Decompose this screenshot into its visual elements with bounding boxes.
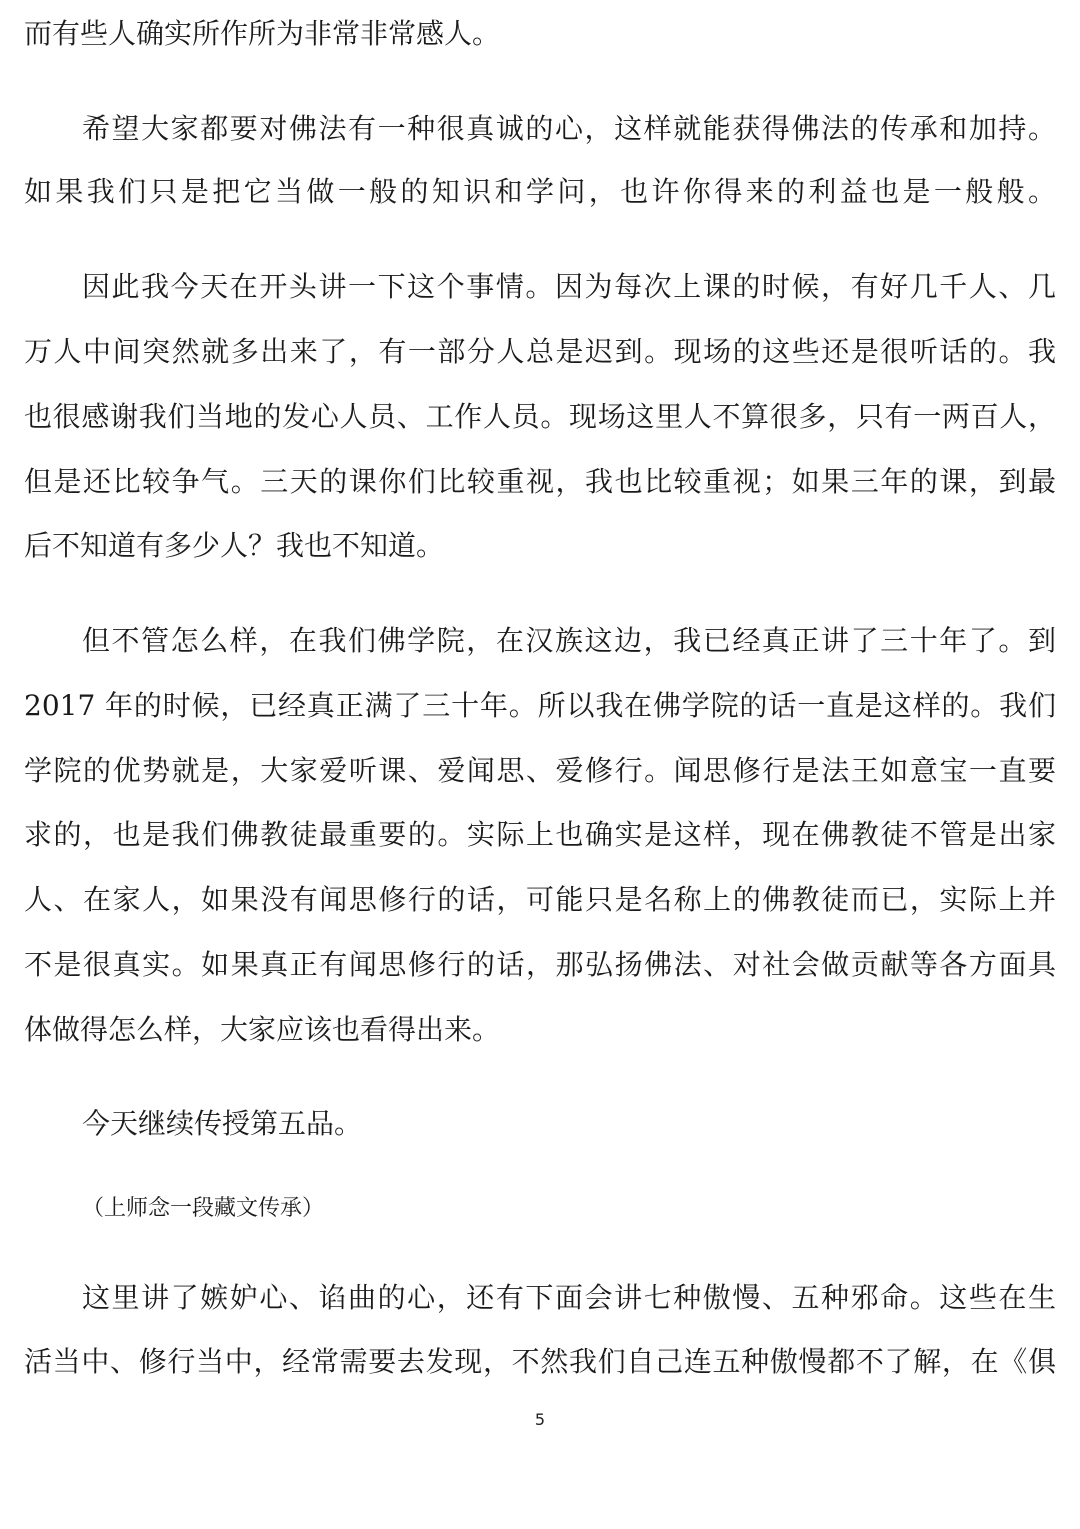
text-line: 体做得怎么样，大家应该也看得出来。 [24, 1013, 501, 1046]
text-line: 求的，也是我们佛教徒最重要的。实际上也确实是这样，现在佛教徒不管是出家 [24, 818, 1056, 851]
text-line: 活当中、修行当中，经常需要去发现，不然我们自己连五种傲慢都不了解，在《俱 [24, 1345, 1056, 1378]
page-number: 5 [534, 1410, 546, 1429]
text-line: 今天继续传授第五品。 [82, 1107, 363, 1140]
text-line: 不是很真实。如果真正有闻思修行的话，那弘扬佛法、对社会做贡献等各方面具 [24, 948, 1056, 981]
text-line: 如果我们只是把它当做一般的知识和学问，也许你得来的利益也是一般般。 [24, 175, 1056, 208]
text-line: 而有些人确实所作所为非常非常感人。 [24, 17, 501, 50]
note-line: （上师念一段藏文传承） [82, 1196, 325, 1221]
text-line: 但不管怎么样，在我们佛学院，在汉族这边，我已经真正讲了三十年了。到 [82, 624, 1056, 657]
text-line: 但是还比较争气。三天的课你们比较重视，我也比较重视；如果三年的课，到最 [24, 465, 1056, 498]
text-line: 学院的优势就是，大家爱听课、爱闻思、爱修行。闻思修行是法王如意宝一直要 [24, 754, 1056, 787]
text-line: 因此我今天在开头讲一下这个事情。因为每次上课的时候，有好几千人、几 [82, 270, 1056, 303]
text-line: 也很感谢我们当地的发心人员、工作人员。现场这里人不算很多，只有一两百人， [24, 400, 1056, 433]
text-line: 这里讲了嫉妒心、谄曲的心，还有下面会讲七种傲慢、五种邪命。这些在生 [82, 1281, 1056, 1314]
text-line: 人、在家人，如果没有闻思修行的话，可能只是名称上的佛教徒而已，实际上并 [24, 883, 1056, 916]
text-line: 万人中间突然就多出来了，有一部分人总是迟到。现场的这些还是很听话的。我 [24, 335, 1056, 368]
text-line: 2017 年的时候，已经真正满了三十年。所以我在佛学院的话一直是这样的。我们 [24, 689, 1056, 722]
text-line: 希望大家都要对佛法有一种很真诚的心，这样就能获得佛法的传承和加持。 [82, 112, 1056, 145]
text-line: 后不知道有多少人？我也不知道。 [24, 529, 445, 562]
